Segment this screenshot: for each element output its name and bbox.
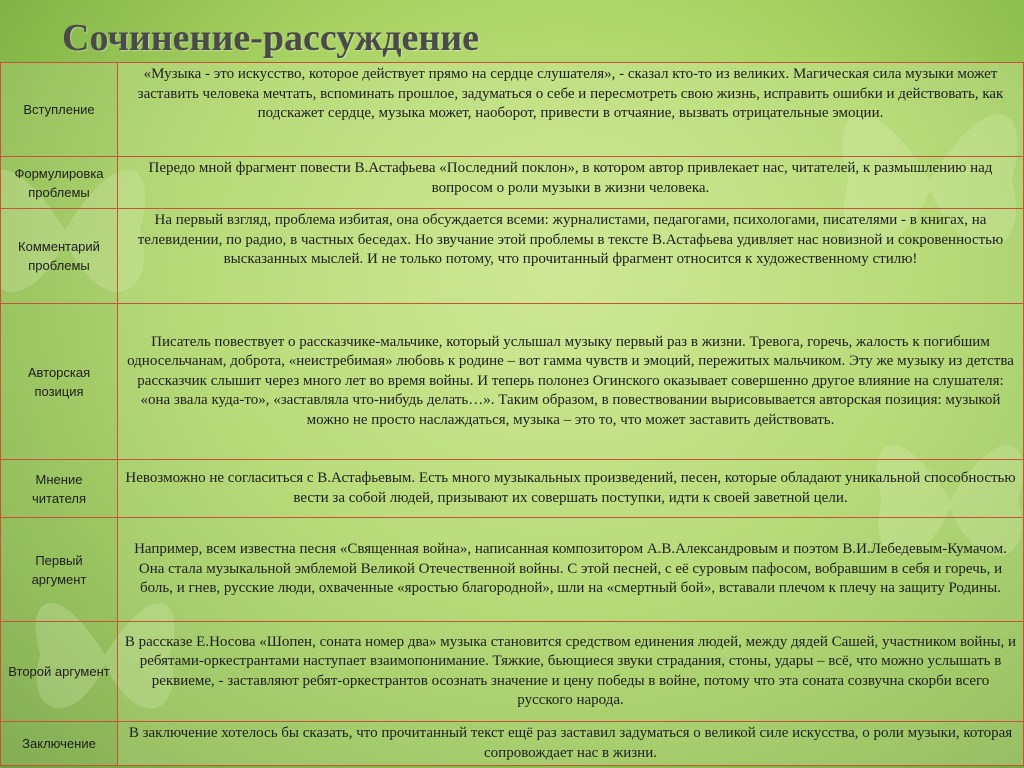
row-text: Невозможно не согласиться с В.Астафьевым. Есть много музыкальных произведений, песен, которые обладают уникальной способностью вести за собой людей, призывают их совершать поступки, идти к своей заветной цели. [118,460,1024,518]
row-label: Формулировка проблемы [1,157,118,209]
row-text: В рассказе Е.Носова «Шопен, соната номер два» музыка становится средством единения людей, между дядей Сашей, участником войны, и ребятами-оркестрантами наступает взаимопонимание. Тяжкие, бьющиеся звуки страдания, стоны, удары – всё, что можно услышать в реквиеме, - заставляют ребят-оркестрантов осознать значение и цену победы в войне, потому что эта соната созвучна скорби всего русского народа. [118,622,1024,722]
essay-structure-table [0,62,1024,766]
slide-title: Сочинение-рассуждение [62,17,480,59]
table-row [1,63,1024,157]
table-row [1,622,1024,722]
row-text: На первый взгляд, проблема избитая, она обсуждается всеми: журналистами, педагогами, психологами, писателями - в книгах, на телевидении, по радио, в частных беседах. Но звучание этой проблемы в тексте В.Астафьева удивляет нас новизной и сокровенностью высказанных мыслей. И не только потому, что прочитанный фрагмент относится к художественному стилю! [118,209,1024,304]
row-label: Заключение [1,722,118,766]
row-text: В заключение хотелось бы сказать, что прочитанный текст ещё раз заставил задуматься о великой силе искусства, о роли музыки, которая сопровождает нас в жизни. [118,722,1024,766]
table-row [1,518,1024,622]
row-label: Второй аргумент [1,622,118,722]
row-label: Вступление [1,63,118,157]
row-label: Комментарий проблемы [1,209,118,304]
row-label: Первый аргумент [1,518,118,622]
table-row [1,209,1024,304]
row-text: «Музыка - это искусство, которое действует прямо на сердце слушателя», - сказал кто-то из великих. Магическая сила музыки может заставить человека мечтать, вспоминать прошлое, задуматься о себе и пересмотреть свою жизнь, исправить ошибки и действовать, как подскажет сердце, музыка может, наоборот, привести в отчаяние, вызвать отрицательные эмоции. [118,63,1024,157]
table-row [1,460,1024,518]
row-text: Писатель повествует о рассказчике-мальчике, который услышал музыку первый раз в жизни. Тревога, горечь, жалость к погибшим односельчанам, доброта, «неистребимая» любовь к родине – вот гамма чувств и эмоций, пережитых мальчиком. Эту же музыку из детства рассказчик слышит через много лет во время войны. И теперь полонез Огинского оказывает совершенно другое влияние на слушателя: «она звала куда-то», «заставляла что-нибудь делать…». Таким образом, в повествовании вырисовывается авторская позиция: музыкой можно не просто наслаждаться, музыка – это то, что может заставить действовать. [118,304,1024,460]
row-text: Например, всем известна песня «Священная война», написанная композитором А.В.Александровым и поэтом В.И.Лебедевым-Кумачом. Она стала музыкальной эмблемой Великой Отечественной войны. С этой песней, с её суровым пафосом, вобравшим в себя и горечь, и боль, и гнев, русские люди, охваченные «яростью благородной», шли на «смертный бой», вставали плечом к плечу на защиту Родины. [118,518,1024,622]
row-text: Передо мной фрагмент повести В.Астафьева «Последний поклон», в котором автор привлекает нас, читателей, к размышлению над вопросом о роли музыки в жизни человека. [118,157,1024,209]
row-label: Авторская позиция [1,304,118,460]
table-row [1,722,1024,766]
row-label: Мнение читателя [1,460,118,518]
table-row [1,304,1024,460]
table-row [1,157,1024,209]
